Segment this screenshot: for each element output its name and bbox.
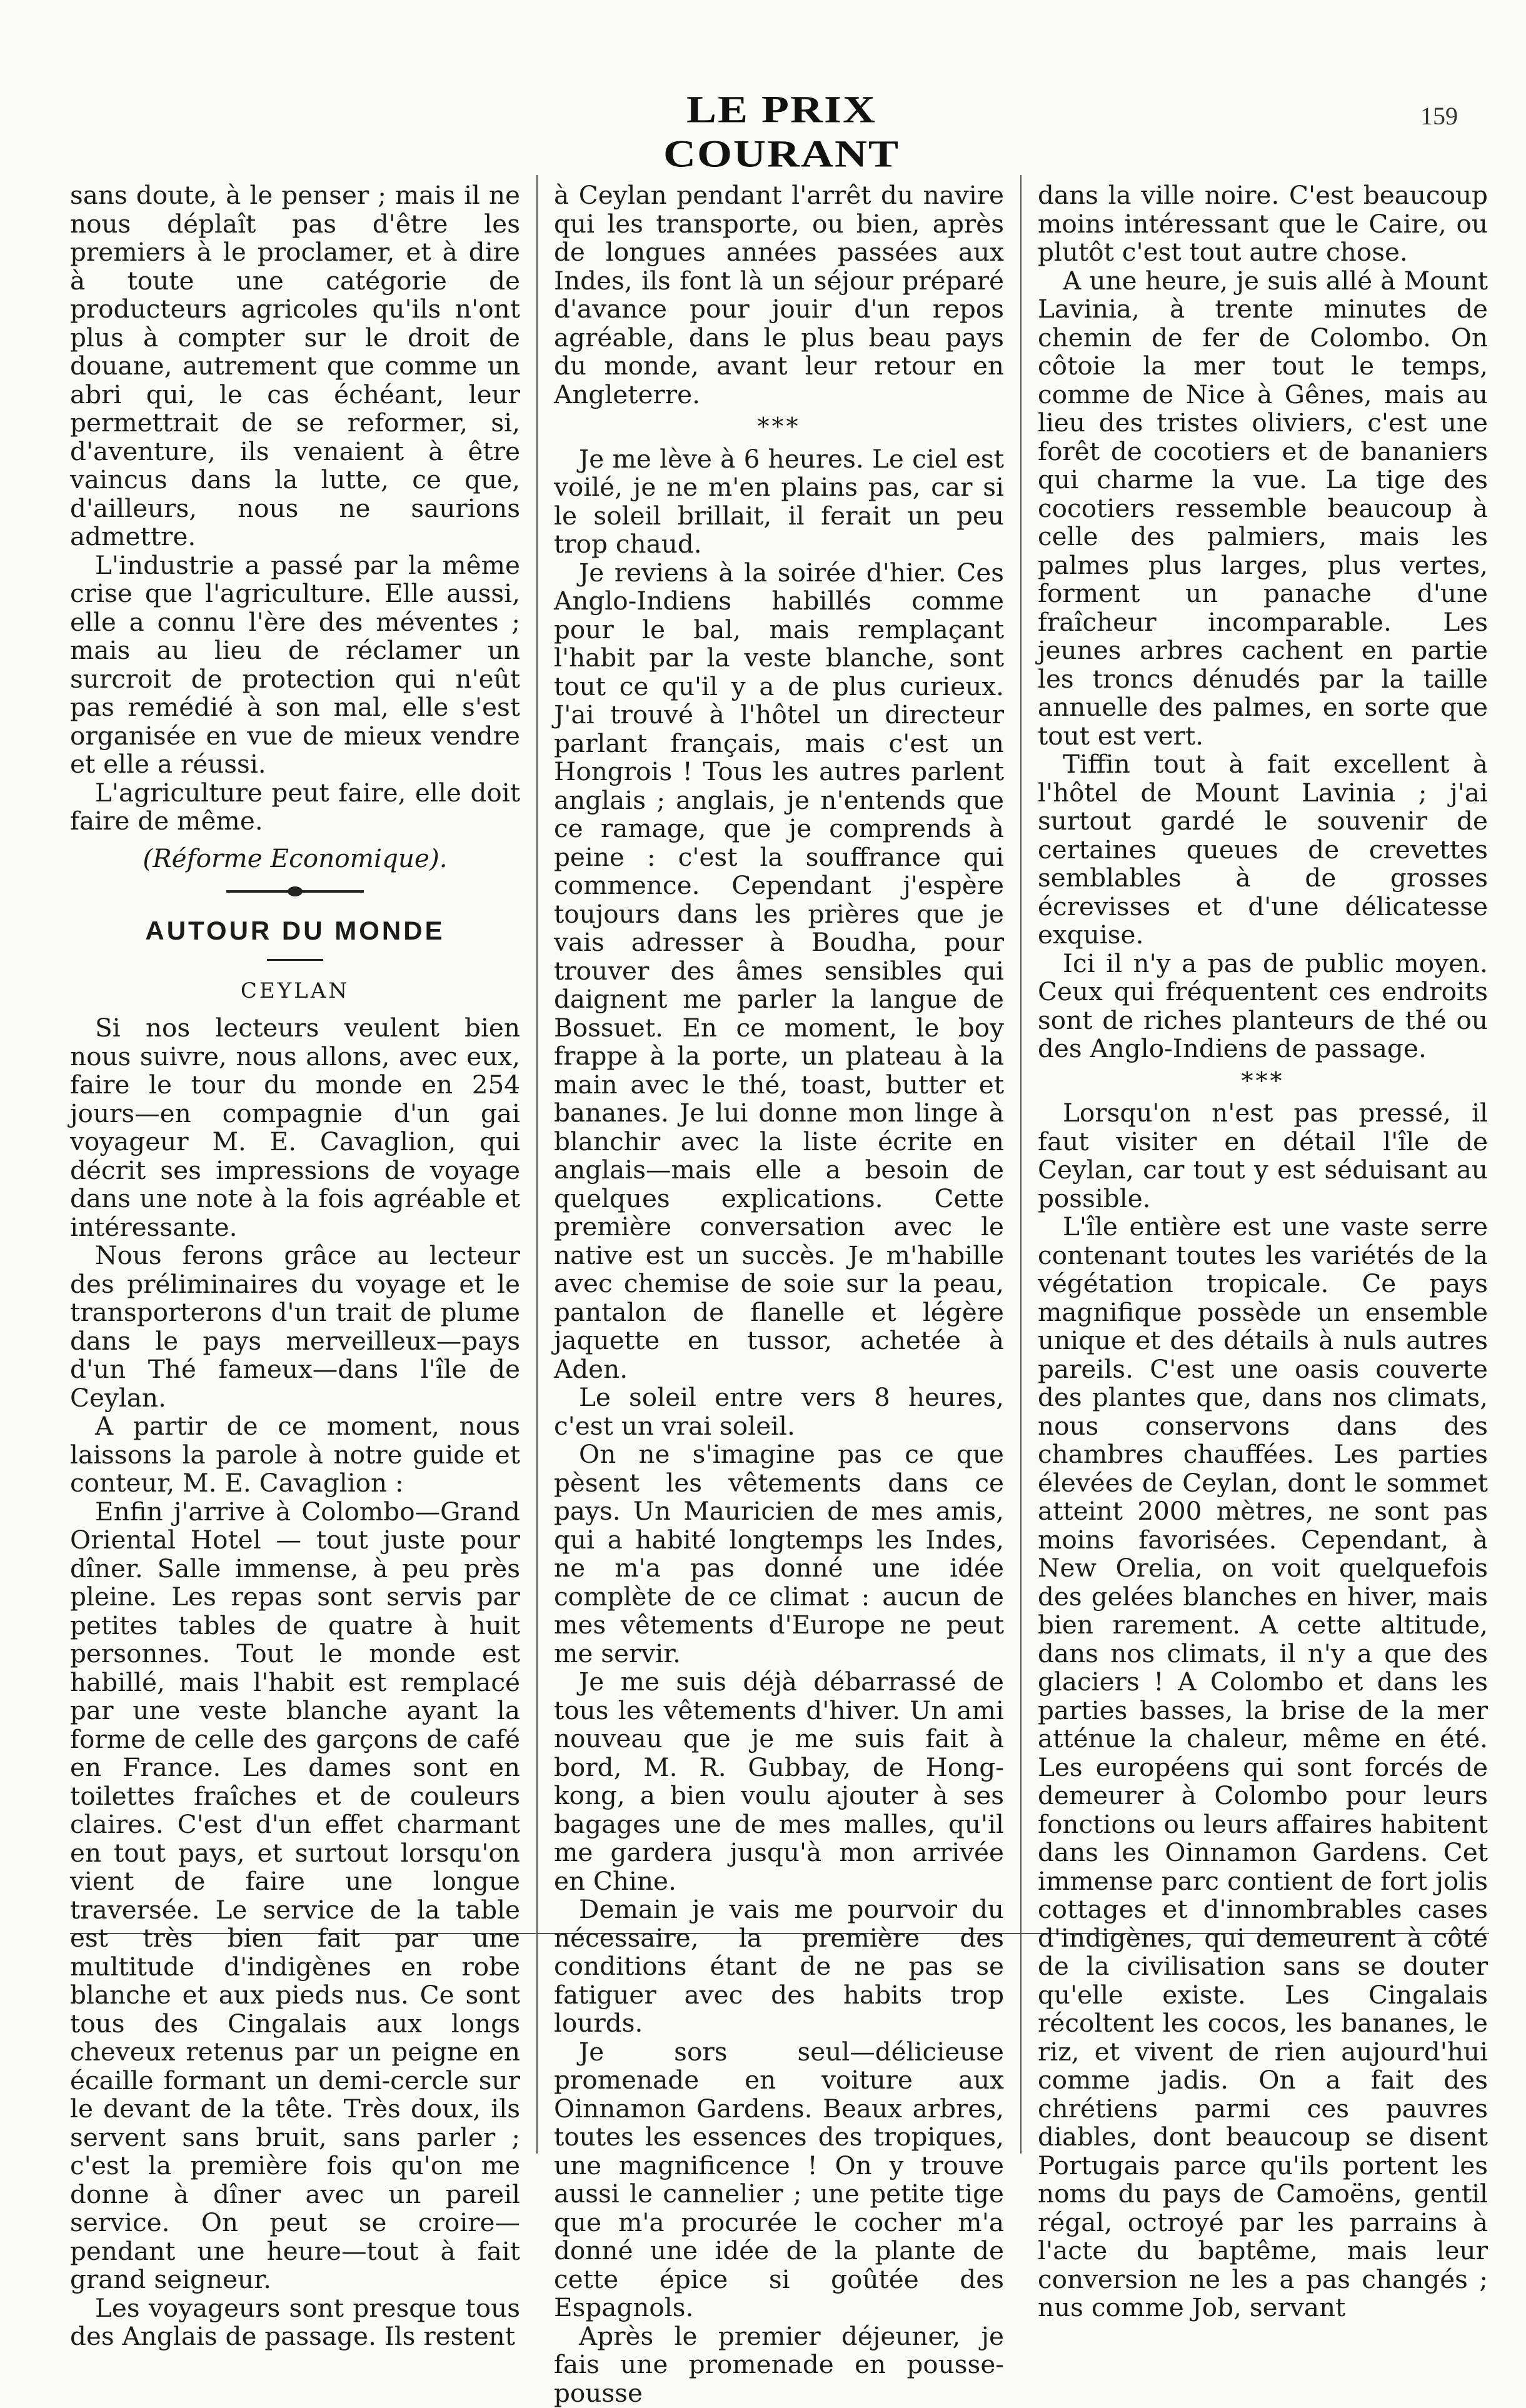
- paragraph: Ici il n'y a pas de public moyen. Ceux qui fréquentent ces endroits sont de riches planteurs de thé ou des Anglo-Indiens de passage.: [1038, 948, 1488, 1063]
- paragraph: Tiffin tout à fait excellent à l'hôtel de Mount Lavinia ; j'ai surtout gardé le souvenir de certaines queues de crevettes semblables à de grosses écrevisses et d'une délicatesse exquise.: [1038, 749, 1488, 950]
- column-2: [554, 180, 1004, 2408]
- paragraph: A une heure, je suis allé à Mount Lavinia, à trente minutes de chemin de fer de Colombo. On côtoie la mer tout le temps, comme de Nice à Gênes, mais au lieu des tristes oliviers, c'est une forêt de cocotiers et de bananiers qui charme la vue. La tige des cocotiers ressemble beaucoup à celle des palmiers, mais les palmes plus larges, plus vertes, forment un panache d'une fraîcheur incomparable. Les jeunes arbres cachent en partie les troncs dénudés par la taille annuelle des palmes, en sorte que tout est vert.: [1038, 265, 1488, 751]
- section-stars: ***: [1241, 1066, 1285, 1095]
- paragraph: Nous ferons grâce au lecteur des préliminaires du voyage et le transporterons d'un trait de plume dans le pays merveilleux—pays d'un Thé fameux—dans l'île de Ceylan.: [70, 1240, 520, 1413]
- paragraph: L'industrie a passé par la même crise que l'agriculture. Elle aussi, elle a connu l'ère des méventes ; mais au lieu de réclamer un surcroit de protection qui n'eût pas remédié à son mal, elle s'est organisée en vue de mieux vendre et elle a réussi.: [70, 549, 520, 779]
- paragraph: Je reviens à la soirée d'hier. Ces Anglo-Indiens habillés comme pour le bal, mais remplaçant l'habit par la veste blanche, sont tout ce qu'il y a de plus curieux. J'ai trouvé à l'hôtel un directeur parlant français, mais c'est un Hongrois ! Tous les autres parlent anglais ; anglais, je n'entends que ce ramage, que je comprends à peine : c'est la souffrance qui commence. Cependant j'espère toujours dans les prières que je vais adresser à Boudha, pour trouver des âmes sensibles qui daignent me parler la langue de Bossuet. En ce moment, le boy frappe à la porte, un plateau à la main avec le thé, toast, butter et bananes. Je lui donne mon linge à blanchir avec la liste écrite en anglais—mais elle a besoin de quelques explications. Cette première conversation avec le native est un succès. Je m'habille avec chemise de soie sur la peau, pantalon de flanelle et légère jaquette en tussor, achetée à Aden.: [554, 557, 1004, 1384]
- heading-rule: [267, 959, 323, 961]
- paragraph: à Ceylan pendant l'arrêt du navire qui les transporte, ou bien, après de longues années passées aux Indes, ils font là un séjour préparé d'avance pour jouir d'un repos agréable, dans le plus beau pays du monde, avant leur retour en Angleterre.: [554, 180, 1004, 409]
- paragraph: Si nos lecteurs veulent bien nous suivre, nous allons, avec eux, faire le tour du monde en 254 jours—en compagnie d'un gai voyageur M. E. Cavaglion, qui décrit ses impressions de voyage dans une note à la fois agréable et intéressante.: [70, 1013, 520, 1242]
- paragraph: L'île entière est une vaste serre contenant toutes les variétés de la végétation tropicale. Ce pays magnifique possède un ensemble unique et des détails à nuls autres pareils. C'est une oasis couverte des plantes que, dans nos climats, nous conservons dans des chambres chauffées. Les parties élevées de Ceylan, dont le sommet atteint 2000 mètres, ne sont pas moins favorisées. Cependant, à New Orelia, on voit quelquefois des gelées blanches en hiver, mais bien rarement. A cette altitude, dans nos climats, il n'y a que des glaciers ! A Colombo et dans les parties basses, la brise de la mer atténue la chaleur, même en été. Les européens qui sont forcés de demeurer à Colombo pour leurs fonctions ou leurs affaires habitent dans les Oinnamon Gardens. Cet immense parc contient de fort jolis cottages et d'innombrables cases d'indigènes, qui demeurent à côté de la civilisation sans se douter qu'elle existe. Les Cingalais récoltent les cocos, les bananes, le riz, et vivent de rien aujourd'hui comme jadis. On a fait des chrétiens parmi ces pauvres diables, dont beaucoup se disent Portugais parce qu'ils portent les noms du pays de Camoëns, gentil régal, octroyé par les parrains à l'acte du baptême, mais leur conversion ne les a pas changés ; nus comme Job, servant: [1038, 1212, 1488, 2322]
- column-3: [1038, 180, 1488, 2322]
- article-heading: AUTOUR DU MONDE: [145, 916, 445, 945]
- article-subheading: CEYLAN: [240, 978, 350, 1003]
- paragraph: Lorsqu'on n'est pas pressé, il faut visiter en détail l'île de Ceylan, car tout y est séduisant au possible.: [1038, 1098, 1488, 1213]
- ornament-divider: [70, 885, 520, 898]
- paragraph: dans la ville noire. C'est beaucoup moins intéressant que le Caire, ou plutôt c'est tout autre chose.: [1038, 180, 1488, 267]
- paragraph: Je sors seul—délicieuse promenade en voiture aux Oinnamon Gardens. Beaux arbres, toutes les essences des tropiques, une magnificence ! On y trouve aussi le cannelier ; une petite tige que m'a procurée le cocher m'a donné une idée de la plante de cette épice si goûtée des Espagnols.: [554, 2036, 1004, 2322]
- paragraph: Enfin j'arrive à Colombo—Grand Oriental Hotel — tout juste pour dîner. Salle immense, à peu près pleine. Les repas sont servis par petites tables de quatre à huit personnes. Tout le monde est habillé, mais l'habit est remplacé par une veste blanche ayant la forme de celle des garçons de café en France. Les dames sont en toilettes fraîches et de couleurs claires. C'est d'un effet charmant en tout pays, et surtout lorsqu'on vient de faire une longue traversée. Le service de la table est très bien fait par une multitude d'indigènes en robe blanche et aux pieds nus. Ce sont tous des Cingalais aux longs cheveux retenus par un peigne en écaille formant un demi-cercle sur le devant de la tête. Très doux, ils servent sans bruit, sans parler ; c'est la première fois qu'on me donne à dîner avec un pareil service. On peut se croire—pendant une heure—tout à fait grand seigneur.: [70, 1496, 520, 2294]
- paragraph: Les voyageurs sont presque tous des Anglais de passage. Ils restent: [70, 2292, 520, 2351]
- paragraph: Demain je vais me pourvoir du nécessaire, la première des conditions étant de ne pas se fatiguer avec des habits trop lourds.: [554, 1894, 1004, 2038]
- source-citation: (Réforme Economique).: [143, 843, 448, 873]
- paragraph: On ne s'imagine pas ce que pèsent les vêtements dans ce pays. Un Mauricien de mes amis, qui a habité longtemps les Indes, ne m'a pas donné une idée complète de ce climat : aucun de mes vêtements d'Europe ne peut me servir.: [554, 1439, 1004, 1668]
- column-rule-2: [1020, 175, 1022, 2154]
- column-1: [70, 180, 520, 2351]
- section-stars: ***: [757, 413, 801, 440]
- column-rule-1: [536, 175, 538, 2154]
- paragraph: Je me suis déjà débarrassé de tous les vêtements d'hiver. Un ami nouveau que je me suis fait à bord, M. R. Gubbay, de Hong-kong, a bien voulu ajouter à ses bagages une de mes malles, qu'il me gardera jusqu'à mon arrivée en Chine.: [554, 1667, 1004, 1896]
- paragraph: Le soleil entre vers 8 heures, c'est un vrai soleil.: [554, 1382, 1004, 1441]
- masthead: LE PRIX COURANT: [663, 88, 900, 175]
- page-number: 159: [1420, 102, 1458, 130]
- paragraph: Je me lève à 6 heures. Le ciel est voilé, je ne m'en plains pas, car si le soleil brillait, il ferait un peu trop chaud.: [554, 443, 1004, 559]
- paragraph: sans doute, à le penser ; mais il ne nous déplaît pas d'être les premiers à le proclamer, et à dire à toute une catégorie de producteurs agricoles qu'ils n'ont plus à compter sur le droit de douane, autrement que comme un abri qui, le cas échéant, leur permettrait de se reformer, si, d'aventure, ils venaient à être vaincus dans la lutte, ce que, d'ailleurs, nous ne saurions admettre.: [70, 180, 520, 551]
- paragraph: Après le premier déjeuner, je fais une promenade en pousse-pousse: [554, 2320, 1004, 2408]
- paragraph: A partir de ce moment, nous laissons la parole à notre guide et conteur, M. E. Cavaglion :: [70, 1411, 520, 1498]
- paragraph: L'agriculture peut faire, elle doit faire de même.: [70, 777, 520, 836]
